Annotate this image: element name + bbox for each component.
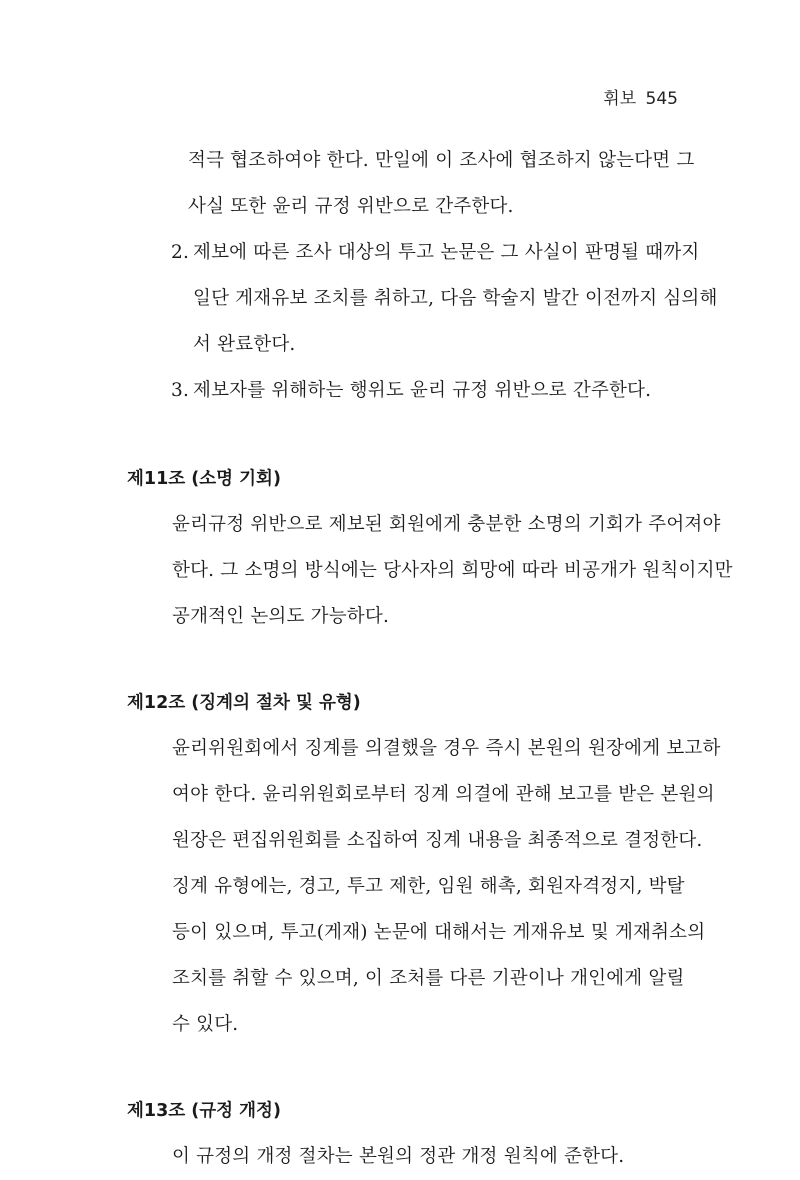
list-item-text: 제보자를 위해하는 행위도 윤리 규정 위반으로 간주한다.	[193, 380, 652, 401]
intro-line: 적극 협조하여야 한다. 만일에 이 조사에 협조하지 않는다면 그	[188, 150, 695, 171]
article-line: 공개적인 논의도 가능하다.	[172, 606, 390, 627]
intro-line: 사실 또한 윤리 규정 위반으로 간주한다.	[188, 196, 514, 217]
article-heading-11: 제11조 (소명 기회)	[127, 469, 281, 489]
article-line: 조치를 취할 수 있으며, 이 조처를 다른 기관이나 개인에게 알릴	[172, 968, 685, 989]
body-text	[0, 138, 800, 1180]
article-heading-13: 제13조 (규정 개정)	[127, 1101, 281, 1121]
list-item-continuation: 서 완료한다.	[193, 334, 296, 355]
article-line: 징계 유형에는, 경고, 투고 제한, 임원 해촉, 회원자격정지, 박탈	[172, 876, 685, 897]
article-line: 수 있다.	[172, 1014, 239, 1035]
article-line: 윤리규정 위반으로 제보된 회원에게 충분한 소명의 기회가 주어져야	[172, 514, 721, 535]
running-header	[603, 84, 678, 109]
header-title: 휘보	[603, 89, 637, 109]
article-heading-12: 제12조 (징계의 절차 및 유형)	[127, 693, 361, 713]
list-item-continuation: 일단 게재유보 조치를 취하고, 다음 학술지 발간 이전까지 심의해	[193, 288, 718, 309]
article-line: 원장은 편집위원회를 소집하여 징계 내용을 최종적으로 결정한다.	[172, 830, 703, 851]
article-line: 여야 한다. 윤리위원회로부터 징계 의결에 관해 보고를 받은 본원의	[172, 784, 715, 805]
page-number: 545	[645, 89, 678, 109]
list-item-number: 2.	[171, 242, 190, 263]
article-line: 한다. 그 소명의 방식에는 당사자의 희망에 따라 비공개가 원칙이지만	[172, 560, 733, 581]
list-item-2	[0, 230, 800, 276]
article-line: 윤리위원회에서 징계를 의결했을 경우 즉시 본원의 원장에게 보고하	[172, 738, 721, 759]
list-item-3	[0, 368, 800, 414]
list-item-number: 3.	[171, 380, 190, 401]
list-item-text: 제보에 따른 조사 대상의 투고 논문은 그 사실이 판명될 때까지	[193, 242, 700, 263]
article-line: 등이 있으며, 투고(게재) 논문에 대해서는 게재유보 및 게재취소의	[172, 922, 706, 943]
article-line: 이 규정의 개정 절차는 본원의 정관 개정 원칙에 준한다.	[172, 1146, 625, 1167]
